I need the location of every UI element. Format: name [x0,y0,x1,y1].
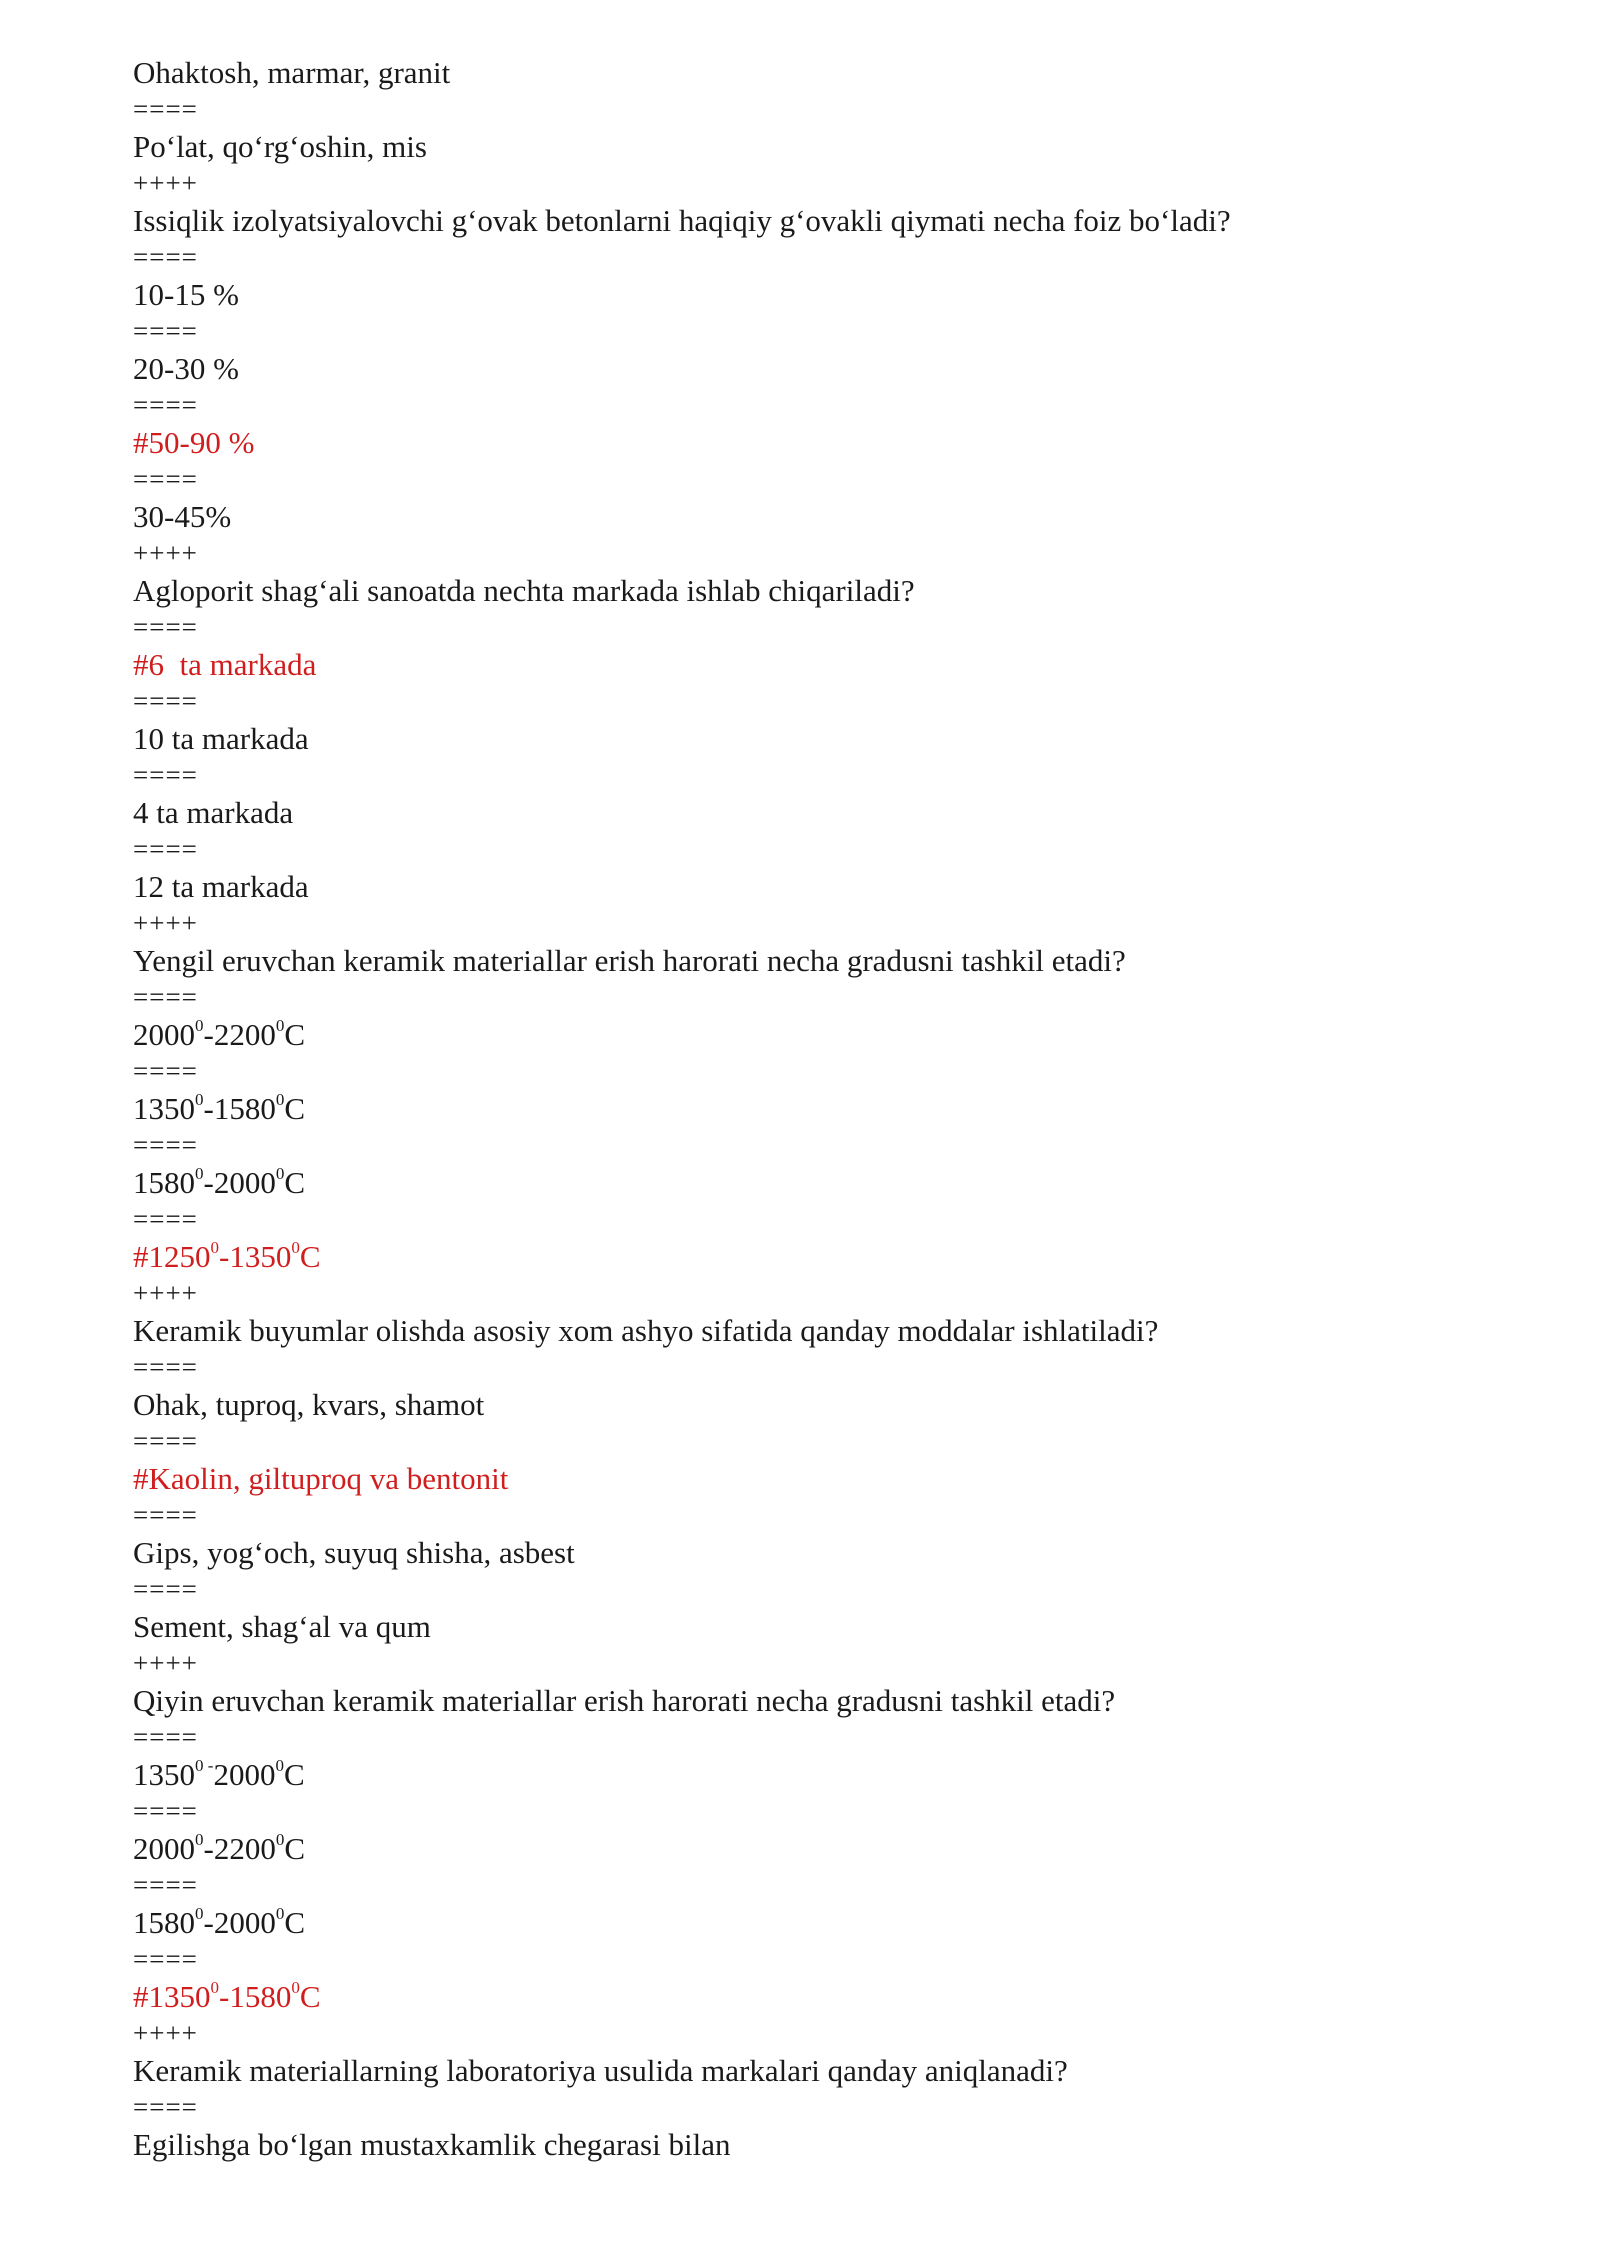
correct-answer-option [133,1978,1533,2015]
text-segment: 1350 [133,1757,195,1792]
superscript-degree: 0 [275,1164,285,1184]
superscript-degree: 0 - [195,1756,214,1776]
option-separator: ==== [133,1944,198,1974]
answer-option: Ohak, tuproq, kvars, shamot [133,1387,485,1422]
answer-option [133,1016,1533,1053]
option-separator: ==== [133,982,198,1012]
question-separator: ++++ [133,2018,198,2048]
text-segment: C [299,1979,321,2014]
superscript-degree: 0 [195,1164,204,1184]
text-segment: -2000 [203,1905,276,1940]
option-separator: ==== [133,94,198,124]
option-separator: ==== [133,1130,198,1160]
option-separator: ==== [133,1056,198,1086]
text-segment: C [284,1165,306,1200]
document-page [133,54,1533,2163]
superscript-degree: 0 [210,1978,220,1998]
text-segment: 2000 [133,1017,195,1052]
text-segment: #1350 [133,1979,211,2014]
text-segment: -1580 [219,1979,292,2014]
text-segment: 2000 [133,1831,195,1866]
option-separator: ==== [133,834,198,864]
text-segment: 2000 [213,1757,276,1792]
superscript-degree: 0 [195,1830,204,1850]
superscript-degree: 0 [275,1904,285,1924]
option-separator: ==== [133,464,198,494]
question-text: Yengil eruvchan keramik materiallar erish harorati necha gradusni tashkil etadi? [133,943,1126,978]
option-separator: ==== [133,1574,198,1604]
text-segment: -2200 [203,1831,276,1866]
text-segment: 1350 [133,1091,195,1126]
question-text: Qiyin eruvchan keramik materiallar erish harorati necha gradusni tashkil etadi? [133,1683,1116,1718]
answer-option [133,1904,1533,1941]
question-text: Keramik materiallarning laboratoriya usulida markalari qanday aniqlanadi? [133,2053,1068,2088]
text-segment: -2000 [203,1165,276,1200]
correct-answer-option [133,1238,1533,1275]
option-separator: ==== [133,686,198,716]
option-separator: ==== [133,1500,198,1530]
question-separator: ++++ [133,1648,198,1678]
question-separator: ++++ [133,168,198,198]
option-separator: ==== [133,1796,198,1826]
option-separator: ==== [133,2092,198,2122]
text-segment: C [284,1091,306,1126]
text-segment: C [284,1831,306,1866]
question-text: Issiqlik izolyatsiyalovchi g‘ovak betonlarni haqiqiy g‘ovakli qiymati necha foiz bo‘ladi? [133,203,1231,238]
question-separator: ++++ [133,1278,198,1308]
text-segment: 1580 [133,1165,195,1200]
answer-option [133,1164,1533,1201]
question-text: Agloporit shag‘ali sanoatda nechta markada ishlab chiqariladi? [133,573,915,608]
option-separator: ==== [133,760,198,790]
text-segment: C [284,1017,306,1052]
answer-option [133,1756,1533,1793]
text-segment: -1350 [219,1239,292,1274]
answer-option: 10 ta markada [133,721,309,756]
superscript-degree: 0 [195,1090,204,1110]
superscript-degree: 0 [210,1238,220,1258]
superscript-degree: 0 [195,1016,204,1036]
answer-option: 30-45% [133,499,232,534]
question-separator: ++++ [133,908,198,938]
correct-answer-option: #6 ta markada [133,647,317,682]
answer-option: 12 ta markada [133,869,309,904]
option-separator: ==== [133,390,198,420]
answer-option: 4 ta markada [133,795,294,830]
answer-option: 10-15 % [133,277,239,312]
answer-option: Po‘lat, qo‘rg‘oshin, mis [133,129,427,164]
answer-option: Sement, shag‘al va qum [133,1609,431,1644]
option-separator: ==== [133,1352,198,1382]
option-separator: ==== [133,1870,198,1900]
correct-answer-option: #50-90 % [133,425,255,460]
superscript-degree: 0 [291,1238,300,1258]
text-segment: -1580 [203,1091,276,1126]
superscript-degree: 0 [291,1978,300,1998]
question-text: Keramik buyumlar olishda asosiy xom ashyo sifatida qanday moddalar ishlatiladi? [133,1313,1159,1348]
correct-answer-option: #Kaolin, giltuproq va bentonit [133,1461,509,1496]
answer-option [133,1830,1533,1867]
answer-option: Egilishga bo‘lgan mustaxkamlik chegarasi bilan [133,2127,731,2162]
answer-option: 20-30 % [133,351,239,386]
option-separator: ==== [133,242,198,272]
option-separator: ==== [133,612,198,642]
text-segment: C [299,1239,321,1274]
superscript-degree: 0 [275,1756,284,1776]
text-segment: C [283,1757,305,1792]
answer-option: Gips, yog‘och, suyuq shisha, asbest [133,1535,575,1570]
superscript-degree: 0 [275,1830,285,1850]
superscript-degree: 0 [275,1090,285,1110]
superscript-degree: 0 [195,1904,204,1924]
answer-option [133,1090,1533,1127]
text-segment: C [284,1905,306,1940]
option-separator: ==== [133,1722,198,1752]
text-segment: 1580 [133,1905,195,1940]
superscript-degree: 0 [275,1016,285,1036]
option-separator: ==== [133,1204,198,1234]
option-separator: ==== [133,316,198,346]
answer-option: Ohaktosh, marmar, granit [133,55,451,90]
option-separator: ==== [133,1426,198,1456]
question-separator: ++++ [133,538,198,568]
text-segment: -2200 [203,1017,276,1052]
text-segment: #1250 [133,1239,211,1274]
